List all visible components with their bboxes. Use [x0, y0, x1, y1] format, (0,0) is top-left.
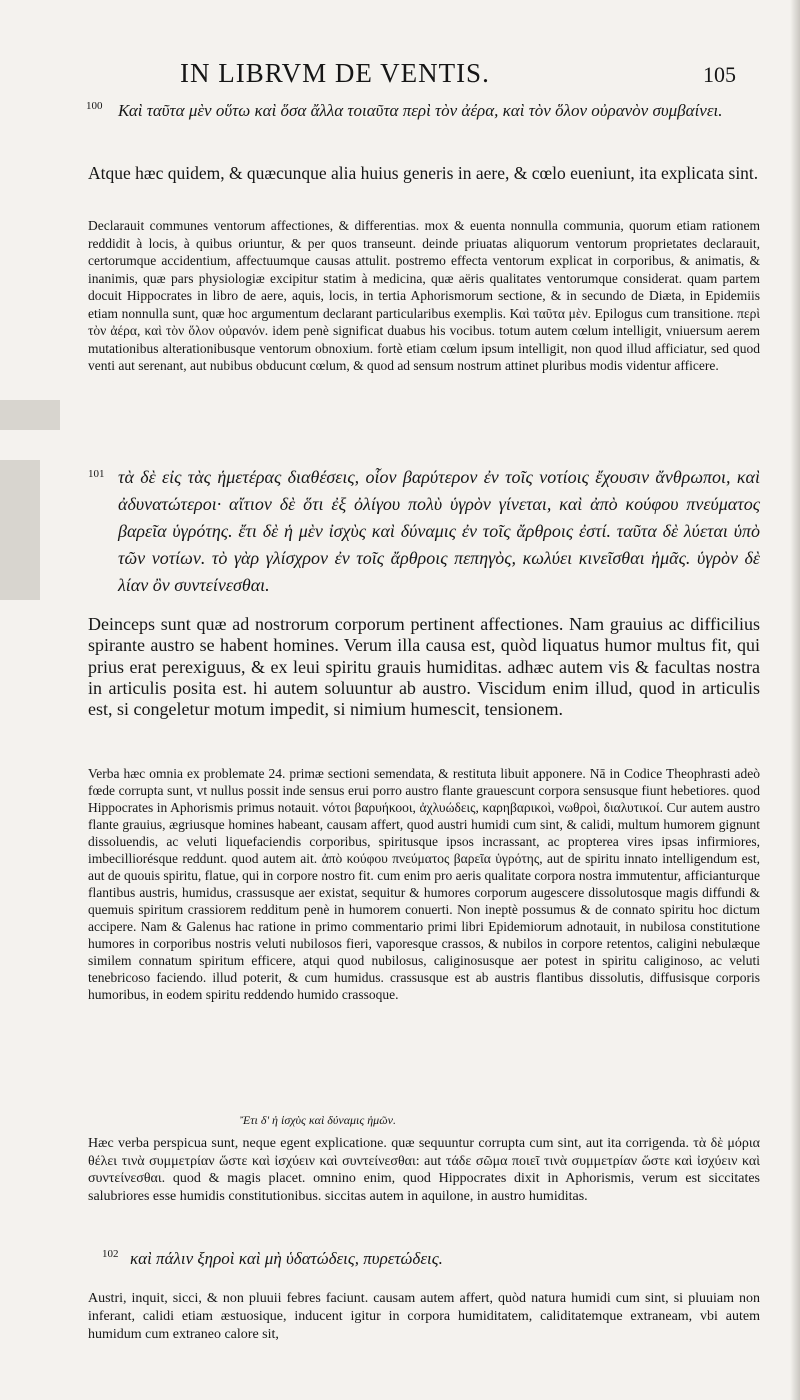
greek-text: καὶ πάλιν ξηροὶ καὶ μὴ ὑδατώδεις, πυρετώδεις. [130, 1249, 443, 1268]
torn-page-area [0, 400, 60, 430]
commentary: Declarauit communes ventorum affectiones, & differentias. mox & euenta nonnulla communia, quorum etiam rationem reddidit à locis, à quibus oriuntur, & per quos transeunt. deinde priuatas aliquorum ventorum proprietates declarauit, certorumque accidentium, affectuumque causas attulit. postremo effecta ventorum explicat in corporibus, & animatis, & inanimis, quæ pars physiologiæ excipitur statim à medicina, quæ aëris qualitates ventorumque considerat. quam partem docuit Hippocrates in libro de aere, aquis, locis, in tertia Aphorismorum sectione, & in secundo de Diæta, in Epidemiis etiam nonnulla sunt, quæ hoc argumentum declarant particularibus exemplis. Καὶ ταῦτα μὲν. Epilogus cum transitione. περὶ τὸν ἀέρα, καὶ τὸν ὅλον οὐρανόν. idem penè significat duabus his vocibus. totum autem cœlum intelligit, vniuersum aerem mutationibus alterationibusque ventorum obnoxium. fortè etiam cœlum ipsum intelligit, non quod illud afficiatur, sed quod venti aut serenant, aut nubibus obducunt cœlum, & quod ad sensum nostrum attinet pluribus modis videntur afficere. [88, 218, 760, 373]
section-number: 102 [102, 1248, 119, 1260]
page-number: 105 [703, 62, 736, 87]
greek-text: τὰ δὲ εἰς τὰς ἡμετέρας διαθέσεις, οἷον βαρύτερον ἐν τοῖς νοτίοις ἔχουσιν ἄνθρωποι, καὶ ἀδυνατώτεροι· αἴτιον δὲ ὅτι ἐξ ὀλίγου πολὺ ὑγρὸν γίνεται, καὶ ἀπὸ κούφου πνεύματος βαρεῖα ὑγρότης. ἔτι δὲ ἡ μὲν ἰσχὺς καὶ δύναμις ἐν τοῖς ἄρθροις ἐστί. ταῦτα δὲ λύεται ὑπὸ τῶν νοτίων. τὸ γὰρ γλίσχρον ἐν τοῖς ἄρθροις πεπηγὸς, κωλύει κινεῖσθαι ἡμᾶς. ὑγρὸν δὲ λίαν ὂν συντείνεσθαι. [118, 467, 760, 595]
commentary: Austri, inquit, sicci, & non pluuii febres faciunt. causam autem affert, quòd natura humidi cum sint, si pluuiam non inferant, calidi etiam æstuosique, inducent igitur in corpora humiditatem, caliditatemque extraneam, vbi autem humidum cum extraneo calore sit, [88, 1291, 760, 1342]
latin-translation: Atque hæc quidem, & quæcunque alia huius generis in aere, & cœlo eueniunt, ita explicata sint. [88, 163, 759, 183]
page-edge-shadow [790, 0, 800, 1400]
commentary: Hæc verba perspicua sunt, neque egent explicatione. quæ sequuntur corrupta cum sint, aut ita corrigenda. τὰ δὲ μόρια θέλει τινὰ συμμετρίαν ὥστε καὶ ἰσχύειν καὶ συντείνεσθαι: aut τάδε σῶμα ποιεῖ τινὰ συμμετρίαν ὥστε καὶ ἰσχύειν καὶ συντείνεσθαι. quod & magis placet. omnino enim, quod Hippocrates dixit in Aphorismis, verum est siccitates salubriores esse humidis constitutionibus. siccitas autem in aquilone, in austro humiditas. [88, 1136, 760, 1204]
greek-text: Καὶ ταῦτα μὲν οὕτω καὶ ὅσα ἄλλα τοιαῦτα περὶ τὸν ἀέρα, καὶ τὸν ὅλον οὐρανὸν συμβαίνει. [118, 101, 723, 120]
commentary: Verba hæc omnia ex problemate 24. primæ sectioni semendata, & restituta libuit apponere. Nā in Codice Theophrasti adeò fœde corrupta sunt, vt nullus possit inde sensus erui porro austro flante grauescunt corpora sensusque fiunt hebetiores. quod Hippocrates in Aphorismis primus notauit. νότοι βαρυήκοοι, ἀχλυώδεις, καρηβαρικοὶ, νωθροὶ, διαλυτικοί. Cur autem austro flante grauius, ægriusque homines habeant, causam affert, quod austri humidi cum sint, & calidi, multum humorem gignunt dissoluendis, ac veluti liquefaciendis corporibus, spiritusque ipsos incrassant, ac propterea vires ipsas infirmiores, imbecilliorésque reddunt. quod autem ait. ἀπὸ κούφου πνεύματος βαρεῖα ὑγρότης, aut de spiritu innato intelligendum est, aut de quouis spiritu, flatue, qui in corpore nostro fit. cum enim pro aeris qualitate corpora nostra immutentur, afficianturque flantibus austris, humidus, crassusque aer existat, sequitur & humores corporum augescere dissolutosque magis diffundi & quemuis spiritum crassiorem redditum penè in humorem conuerti. Non ineptè possumus & de connato spiritu hoc dictum accipere. Nam & Galenus hac ratione in primo commentario primi libri Epidemiorum adnotauit, in nubilosa constitutione humores in corporibus nostris veluti nubilosos fieri, vaporesque crassos, & nubilos in corpore retentos, caligini nebulæque similem connatum spiritum efficere, atqui quod nubilosus, caliginosusque aer potest in spiritu caliginoso, ac veluti tenebricoso faciendo. illud poterit, & cum humidus. crassusque est ab austris flantibus dissolutis, diffusisque corporis humoribus, in eodem spiritu reddendo humido crassoque. [88, 766, 760, 1002]
greek-lemma: Ἔτι δ' ἡ ἰσχὺς καὶ δύναμις ἡμῶν. [240, 1113, 396, 1127]
running-title: IN LIBRVM DE VENTIS. [180, 58, 490, 88]
section-number: 101 [88, 468, 105, 480]
section-number: 100 [86, 100, 103, 112]
latin-translation: Deinceps sunt quæ ad nostrorum corporum pertinent affectiones. Nam grauius ac difficilius spirante austro se habent homines. Verum illa causa est, quòd liquatus humor multus fit, qui prius erat perexiguus, & ex leui spiritu grauis humiditas. adhæc autem vis & facultas nostra in articulis posita est. hi autem soluuntur ab austro. Viscidum enim illud, quod in articulis est, si congeletur motum impedit, si nimium humescit, tensionem. [88, 614, 760, 720]
torn-page-area [0, 460, 40, 600]
